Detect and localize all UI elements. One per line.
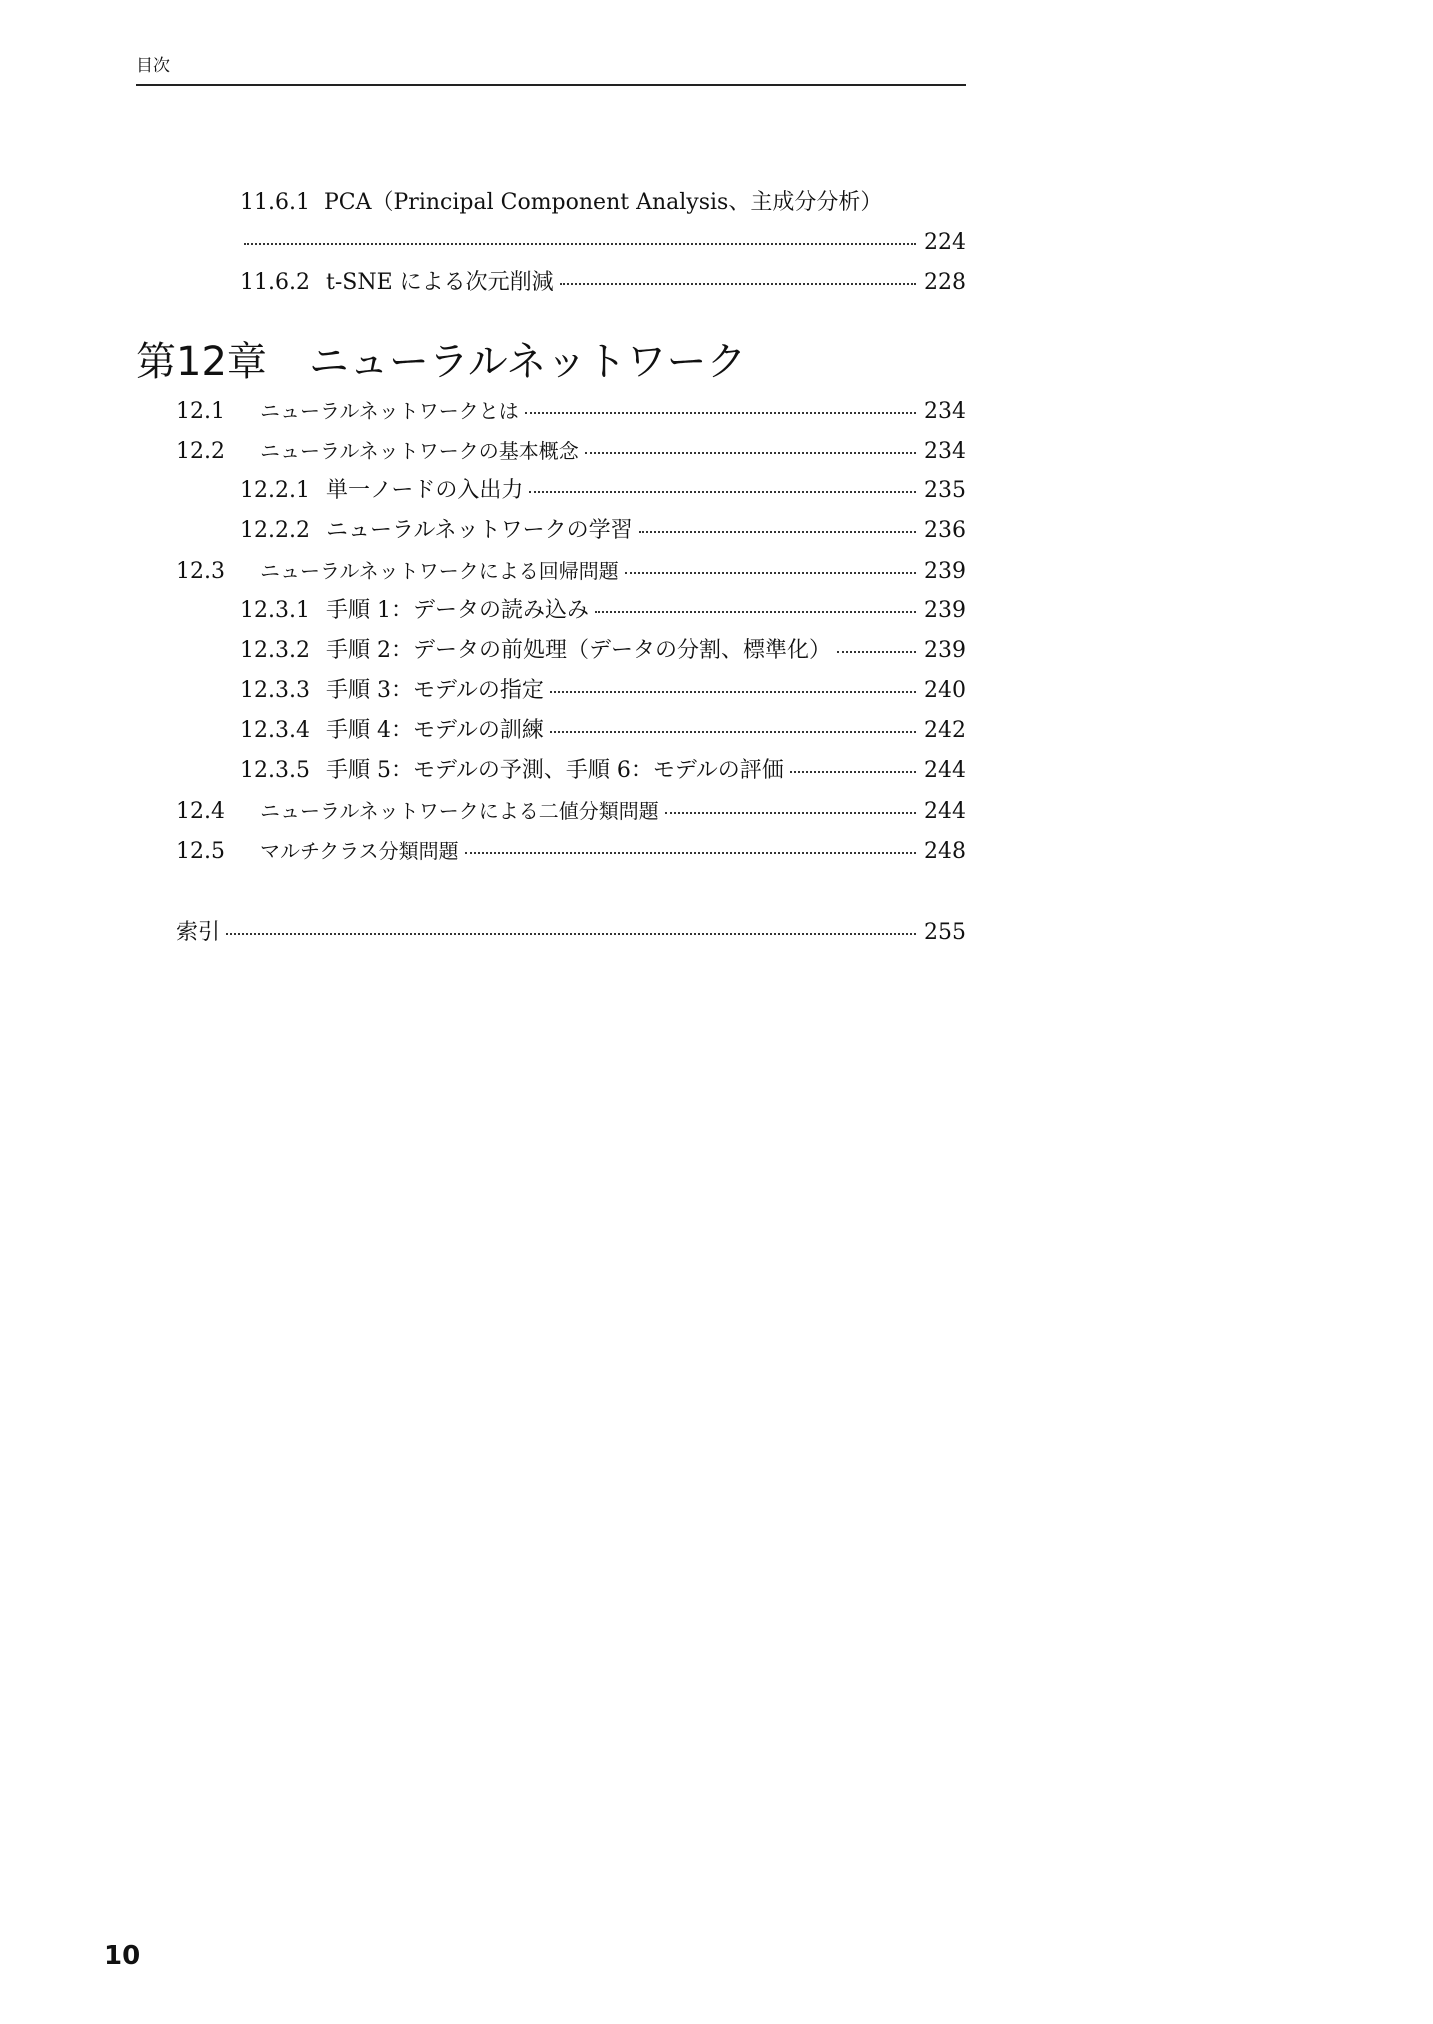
toc-entry-page: 242: [924, 718, 966, 743]
toc-entry-title: t-SNE による次元削減: [326, 270, 554, 295]
dot-leader: [550, 723, 916, 733]
toc-entry-title: ニューラルネットワークによる二値分類問題: [260, 799, 659, 823]
toc-entry-number: 12.2.1: [240, 478, 310, 503]
toc-entry-11-6-2[interactable]: [240, 266, 966, 300]
toc-entry-title: ニューラルネットワークの学習: [326, 518, 633, 543]
toc-entry-12-2-2[interactable]: [240, 514, 966, 548]
toc-entry-12-2-1[interactable]: [240, 474, 966, 508]
dot-leader: [595, 603, 916, 613]
toc-entry-number: 12.3.3: [240, 678, 310, 703]
dot-leader: [790, 763, 916, 773]
toc-entry-page: 240: [924, 678, 966, 703]
toc-entry-page: 244: [924, 799, 966, 824]
toc-entry-12-5[interactable]: [176, 834, 966, 868]
dot-leader: [560, 275, 916, 285]
dot-leader: [244, 235, 916, 245]
dot-leader: [529, 483, 916, 493]
toc-entry-number: 12.4: [176, 799, 225, 824]
toc-entry-12-3-5[interactable]: [240, 754, 966, 788]
running-head-label: 目次: [136, 56, 170, 76]
toc-entry-12-4[interactable]: [176, 794, 966, 828]
toc-entry-12-3[interactable]: [176, 554, 966, 588]
toc-entry-title: ニューラルネットワークによる回帰問題: [260, 559, 619, 583]
dot-leader: [226, 925, 916, 935]
toc-entry-title: 手順 4：モデルの訓練: [326, 718, 544, 743]
toc-entry-12-3-1[interactable]: [240, 594, 966, 628]
toc-entry-title: 単一ノードの入出力: [326, 478, 524, 503]
dot-leader: [525, 404, 916, 414]
toc-entry-title: ニューラルネットワークとは: [260, 399, 519, 423]
toc-entry-12-1[interactable]: [176, 394, 966, 428]
toc-entry-title: 手順 5：モデルの予測、手順 6：モデルの評価: [326, 758, 784, 783]
toc-entry-page: 228: [924, 270, 966, 295]
toc-entry-number: 11.6.2: [240, 270, 310, 295]
toc-entry-number: 12.2.2: [240, 518, 310, 543]
dot-leader: [639, 523, 916, 533]
toc-entry-12-3-4[interactable]: [240, 714, 966, 748]
toc-entry-number: 12.2: [176, 439, 225, 464]
toc-entry-title: 手順 2：データの前処理（データの分割、標準化）: [326, 638, 831, 663]
page-number: 10: [104, 1941, 141, 1971]
toc-entry-number: 12.3.4: [240, 718, 310, 743]
toc-entry-page: 239: [924, 559, 966, 584]
toc-entry-12-3-3[interactable]: [240, 674, 966, 708]
toc-entry-number: 12.3.2: [240, 638, 310, 663]
toc-entry-page: 239: [924, 598, 966, 623]
toc-entry-title: PCA（Principal Component Analysis、主成分分析）: [323, 190, 883, 215]
toc-entry-title: マルチクラス分類問題: [260, 839, 459, 863]
toc-entry-page: 248: [924, 839, 966, 864]
toc-entry-title: 手順 1：データの読み込み: [326, 598, 589, 623]
dot-leader: [837, 643, 916, 653]
dot-leader: [625, 564, 916, 574]
toc-entry-page: 224: [924, 230, 966, 255]
toc-entry-number: 12.3: [176, 559, 225, 584]
dot-leader: [550, 683, 916, 693]
dot-leader: [465, 844, 916, 854]
toc-entry-page: 239: [924, 638, 966, 663]
toc-entry-11-6-1-line1: [240, 186, 882, 220]
toc-entry-page: 255: [924, 920, 966, 945]
toc-entry-page: 244: [924, 758, 966, 783]
chapter-label: 第12章: [136, 339, 267, 385]
dot-leader: [665, 804, 916, 814]
dot-leader: [585, 444, 916, 454]
toc-entry-page: 235: [924, 478, 966, 503]
toc-entry-page: 234: [924, 439, 966, 464]
chapter-heading: [136, 334, 747, 390]
toc-entry-page: 234: [924, 399, 966, 424]
toc-entry-title: 索引: [176, 920, 221, 945]
toc-entry-title: ニューラルネットワークの基本概念: [260, 439, 579, 463]
toc-entry-11-6-1-line2[interactable]: [240, 226, 966, 260]
toc-entry-page: 236: [924, 518, 966, 543]
toc-entry-number: 11.6.1: [240, 190, 310, 215]
chapter-title: ニューラルネットワーク: [308, 339, 747, 385]
toc-entry-12-3-2[interactable]: [240, 634, 966, 668]
toc-entry-number: 12.3.1: [240, 598, 310, 623]
toc-entry-12-2[interactable]: [176, 434, 966, 468]
toc-entry-index[interactable]: [176, 916, 966, 950]
toc-entry-number: 12.3.5: [240, 758, 310, 783]
toc-entry-number: 12.1: [176, 399, 225, 424]
toc-entry-number: 12.5: [176, 839, 225, 864]
toc-entry-title: 手順 3：モデルの指定: [326, 678, 544, 703]
